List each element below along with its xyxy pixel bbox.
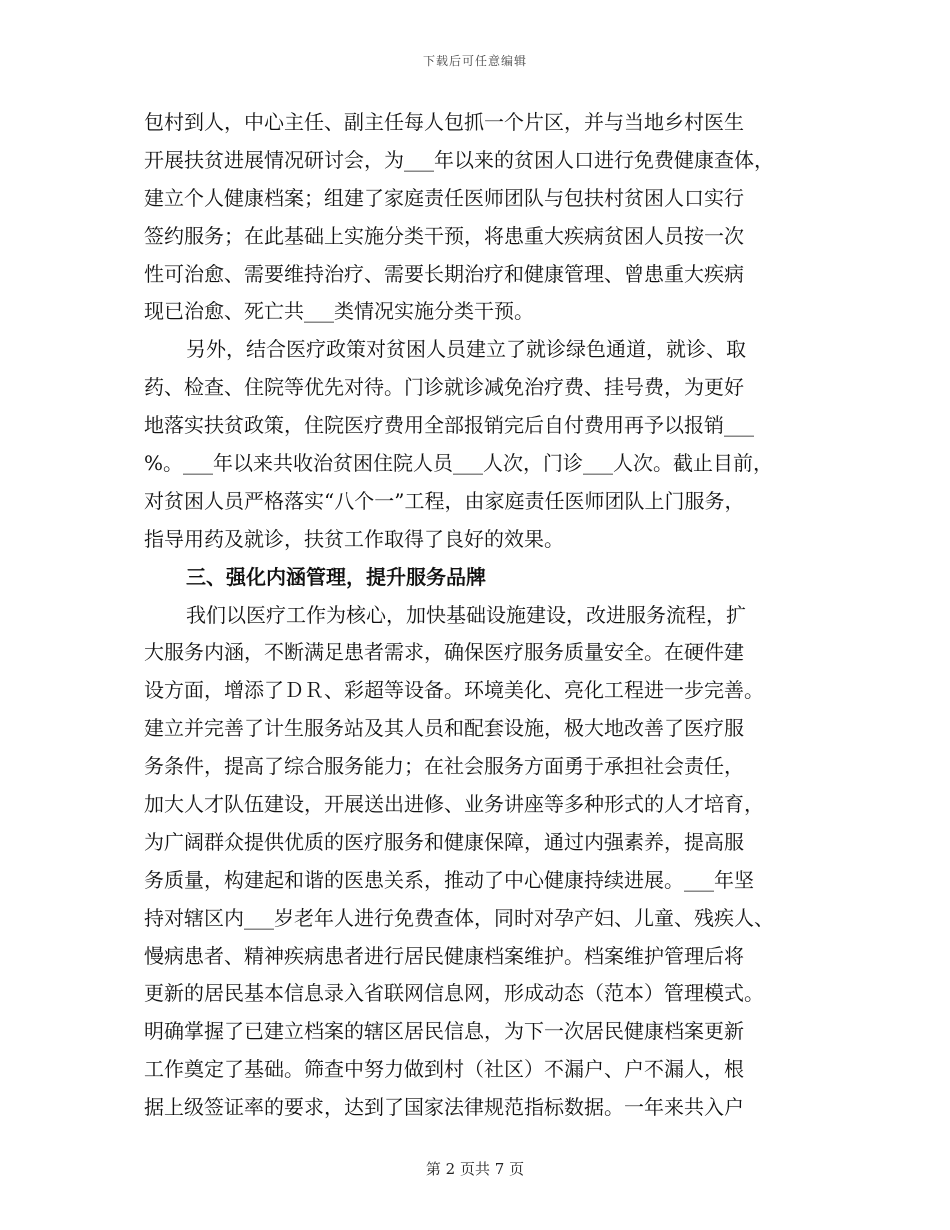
text-line: 工作奠定了基础。筛查中努力做到村（社区）不漏户、户不漏人，根 [144,1057,744,1082]
text-line: 药、检查、住院等优先对待。门诊就诊减免治疗费、挂号费，为更好 [144,375,744,400]
text-line: 设方面，增添了ＤＲ、彩超等设备。环境美化、亮化工程进一步完善。 [144,678,764,703]
text-line: 包村到人，中心主任、副主任每人包抓一个片区，并与当地乡村医生 [144,110,744,134]
text-line: 更新的居民基本信息录入省联网信息网，形成动态（范本）管理模式。 [144,981,764,1006]
text-line: 为广阔群众提供优质的医疗服务和健康保障，通过内强素养，提高服 [144,829,744,854]
text-line: 务条件，提高了综合服务能力；在社会服务方面勇于承担社会责任， [144,754,744,779]
text-line: 持对辖区内___岁老年人进行免费查体，同时对孕产妇、儿童、残疾人、 [144,905,774,930]
text-line: 据上级签证率的要求，达到了国家法律规范指标数据。一年来共入户 [144,1095,744,1120]
text-line: 大服务内涵，不断满足患者需求，确保医疗服务质量安全。在硬件建 [144,640,744,665]
text-line: 加大人才队伍建设，开展送出进修、业务讲座等多种形式的人才培育， [144,792,764,817]
text-line: 务质量，构建起和谐的医患关系，推动了中心健康持续进展。___年坚 [144,867,754,892]
paragraph-start-line: 另外，结合医疗政策对贫困人员建立了就诊绿色通道，就诊、取 [186,337,746,362]
text-line: 明确掌握了已建立档案的辖区居民信息，为下一次居民健康档案更新 [144,1019,744,1044]
text-line: %。___年以来共收治贫困住院人员___人次，门诊___人次。截止目前， [144,451,774,476]
page-header: 下载后可任意编辑 [422,54,527,68]
text-line: 建立并完善了计生服务站及其人员和配套设施，极大地改善了医疗服 [144,716,744,741]
document-body [144,104,824,1127]
section-heading: 三、强化内涵管理，提升服务品牌 [186,564,486,589]
text-line: 现已治愈、死亡共___类情况实施分类干预。 [144,299,534,324]
text-line: 开展扶贫进展情况研讨会，为___年以来的贫困人口进行免费健康查体， [144,147,774,172]
text-line: 慢病患者、精神疾病患者进行居民健康档案维护。档案维护管理后将 [144,943,744,968]
text-line: 性可治愈、需要维持治疗、需要长期治疗和健康管理、曾患重大疾病 [144,261,744,286]
text-line: 指导用药及就诊，扶贫工作取得了良好的效果。 [144,526,564,551]
page-number: 第 2 页共 7 页 [425,1160,525,1178]
text-line: 对贫困人员严格落实“八个一”工程，由家庭责任医师团队上门服务， [144,488,745,513]
paragraph-start-line: 我们以医疗工作为核心，加快基础设施建设，改进服务流程，扩 [186,602,746,627]
text-line: 地落实扶贫政策，住院医疗费用全部报销完后自付费用再予以报销___ [144,413,754,438]
text-line: 签约服务；在此基础上实施分类干预，将患重大疾病贫困人员按一次 [144,223,744,248]
text-line: 建立个人健康档案；组建了家庭责任医师团队与包扶村贫困人口实行 [144,185,744,210]
